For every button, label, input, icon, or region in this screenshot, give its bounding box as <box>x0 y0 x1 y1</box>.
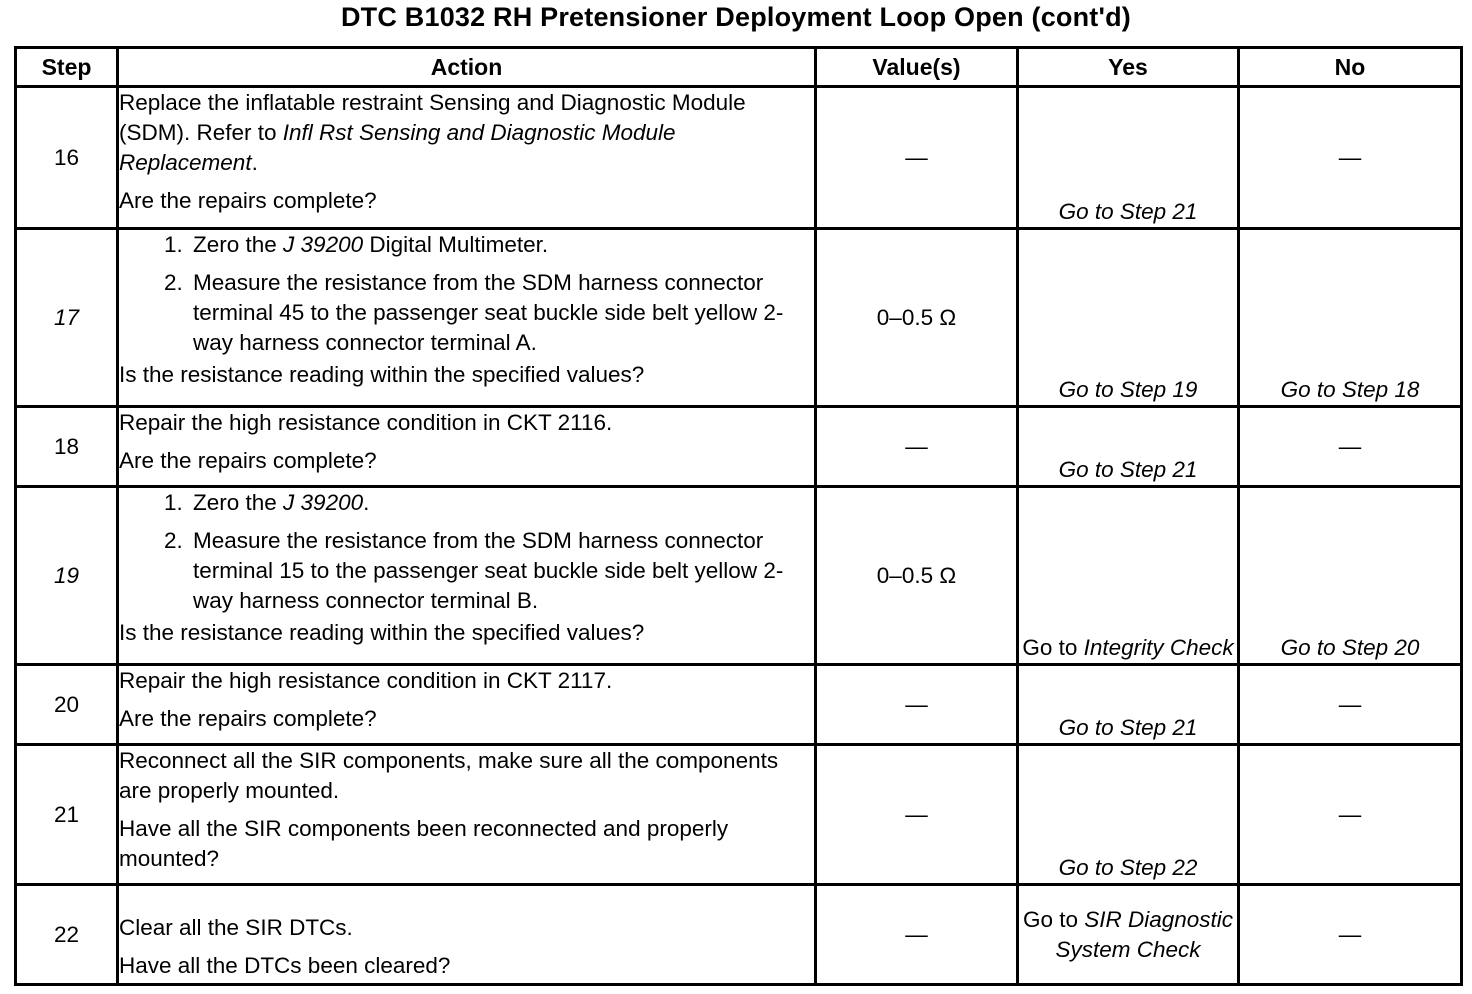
table-header-row <box>16 48 1462 87</box>
step-number: 19 <box>16 487 118 665</box>
action-text-prefix: Zero the <box>193 232 284 257</box>
action-steps-list <box>119 230 814 358</box>
procedure-reference-link[interactable]: Infl Rst Sensing and Diagnostic Module Replacement <box>119 120 676 175</box>
action-cell <box>118 665 816 745</box>
action-question: Is the resistance reading within the specified values? <box>119 362 645 387</box>
no-outcome: — <box>1239 885 1462 985</box>
action-text: Repair the high resistance condition in CKT 2116. <box>119 410 613 435</box>
integrity-check-link[interactable]: Integrity Check <box>1083 635 1234 660</box>
action-cell <box>118 229 816 407</box>
step-number: 22 <box>16 885 118 985</box>
action-question: Are the repairs complete? <box>119 188 377 213</box>
no-outcome: — <box>1239 665 1462 745</box>
action-steps-list <box>119 488 814 616</box>
table-row <box>16 885 1462 985</box>
action-question: Are the repairs complete? <box>119 448 377 473</box>
step-number: 21 <box>16 745 118 885</box>
list-item <box>189 230 814 260</box>
page-title: DTC B1032 RH Pretensioner Deployment Loop Open (cont'd) <box>340 2 1131 32</box>
header-values: Value(s) <box>816 48 1018 87</box>
table-row <box>16 407 1462 487</box>
action-cell <box>118 407 816 487</box>
tool-reference: J 39200 <box>283 490 364 515</box>
no-outcome[interactable]: Go to Step 20 <box>1239 487 1462 665</box>
yes-outcome[interactable]: Go to Step 21 <box>1018 87 1239 229</box>
table-row <box>16 745 1462 885</box>
table-row <box>16 665 1462 745</box>
header-action: Action <box>118 48 816 87</box>
action-text-suffix: . <box>363 490 370 515</box>
yes-outcome[interactable]: Go to Step 21 <box>1018 407 1239 487</box>
action-cell <box>118 87 816 229</box>
action-text: Repair the high resistance condition in CKT 2117. <box>119 668 613 693</box>
header-no: No <box>1239 48 1462 87</box>
action-text: Reconnect all the SIR components, make sure all the components are properly mounted. <box>119 748 779 803</box>
value-cell: — <box>816 745 1018 885</box>
header-yes: Yes <box>1018 48 1239 87</box>
action-cell <box>118 487 816 665</box>
action-text-prefix: Replace the inflatable restraint Sensing and Diagnostic Module (SDM). Refer to <box>119 90 746 145</box>
list-item: 2. Measure the resistance from the SDM harness connector terminal 45 to the passenger seat buckle side belt yellow 2-way harness connector terminal A. <box>189 268 814 358</box>
yes-outcome[interactable] <box>1018 885 1239 985</box>
diagnostic-table <box>14 46 1463 986</box>
action-text-suffix: . <box>251 150 258 175</box>
yes-outcome[interactable]: Go to Step 19 <box>1018 229 1239 407</box>
action-text: Clear all the SIR DTCs. <box>119 915 353 940</box>
list-item <box>189 488 814 518</box>
table-row <box>16 229 1462 407</box>
value-cell: 0–0.5 Ω <box>816 487 1018 665</box>
value-cell: — <box>816 885 1018 985</box>
header-step: Step <box>16 48 118 87</box>
action-cell <box>118 745 816 885</box>
value-cell: 0–0.5 Ω <box>816 229 1018 407</box>
action-text-prefix: Zero the <box>193 490 284 515</box>
yes-outcome-prefix: Go to <box>1022 635 1084 660</box>
action-question: Have all the SIR components been reconnected and properly mounted? <box>119 816 729 871</box>
no-outcome: — <box>1239 745 1462 885</box>
no-outcome: — <box>1239 87 1462 229</box>
tool-reference: J 39200 <box>283 232 364 257</box>
action-question: Are the repairs complete? <box>119 706 377 731</box>
no-outcome[interactable]: Go to Step 18 <box>1239 229 1462 407</box>
sir-diagnostic-check-link[interactable]: SIR Diagnostic System Check <box>1055 906 1234 962</box>
list-item: 2. Measure the resistance from the SDM harness connector terminal 15 to the passenger seat buckle side belt yellow 2-way harness connector terminal B. <box>189 526 814 616</box>
value-cell: — <box>816 87 1018 229</box>
table-row <box>16 487 1462 665</box>
step-number: 20 <box>16 665 118 745</box>
step-number: 16 <box>16 87 118 229</box>
action-text <box>119 88 814 178</box>
action-question: Have all the DTCs been cleared? <box>119 953 451 978</box>
yes-outcome-prefix: Go to <box>1022 906 1085 932</box>
yes-outcome[interactable]: Go to Step 21 <box>1018 665 1239 745</box>
step-number: 18 <box>16 407 118 487</box>
table-row <box>16 87 1462 229</box>
action-text-suffix: Digital Multimeter. <box>363 232 549 257</box>
action-question: Is the resistance reading within the specified values? <box>119 620 645 645</box>
value-cell: — <box>816 407 1018 487</box>
no-outcome: — <box>1239 407 1462 487</box>
yes-outcome[interactable] <box>1018 487 1239 665</box>
yes-outcome[interactable]: Go to Step 22 <box>1018 745 1239 885</box>
value-cell: — <box>816 665 1018 745</box>
step-number: 17 <box>16 229 118 407</box>
action-cell <box>118 885 816 985</box>
